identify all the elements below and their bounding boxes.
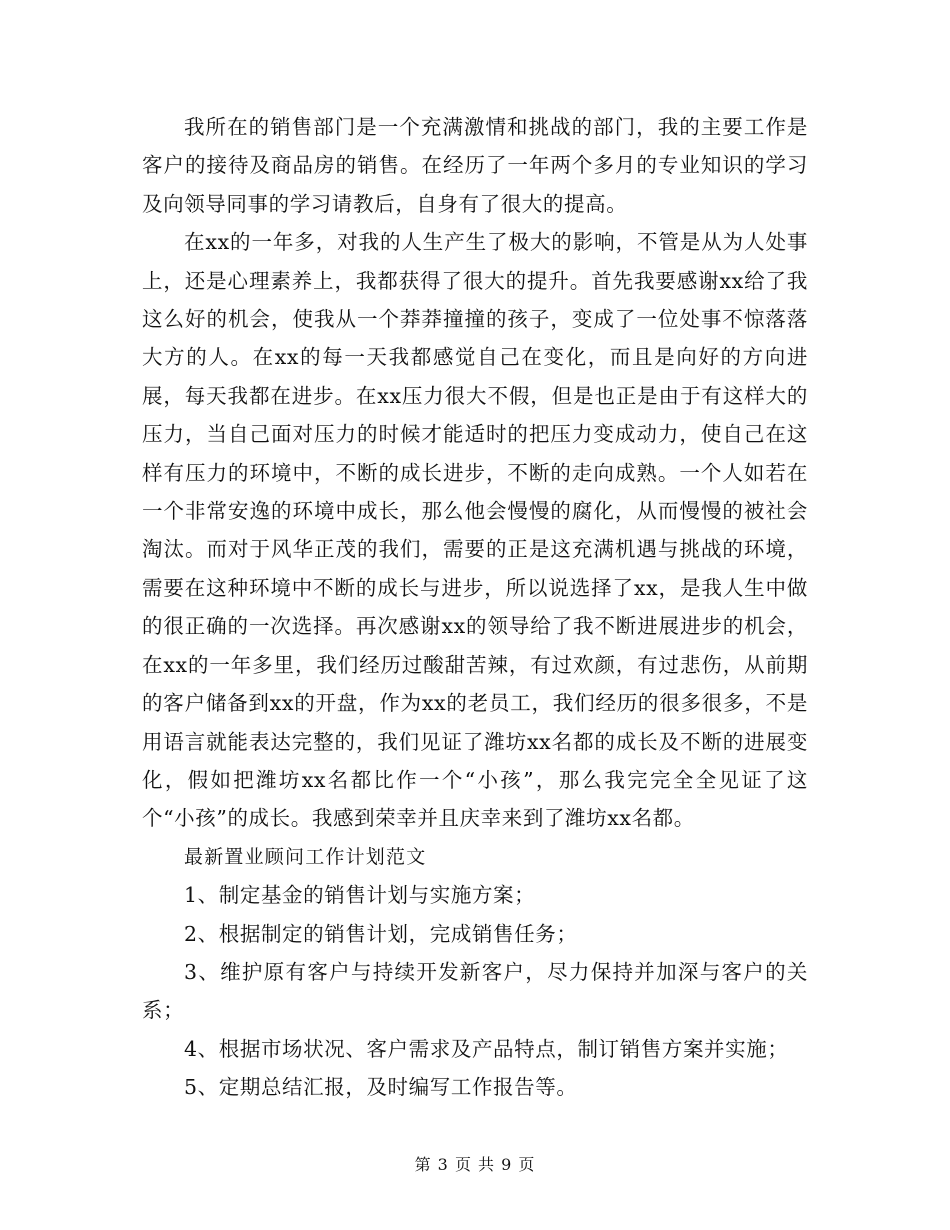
plan-item-3: 3、维护原有客户与持续开发新客户，尽力保持并加深与客户的关系； — [142, 959, 808, 1023]
plan-item-4: 4、根据市场状况、客户需求及产品特点，制订销售方案并实施； — [184, 1036, 789, 1061]
paragraph-sales-department: 我所在的销售部门是一个充满激情和挑战的部门，我的主要工作是客户的接待及商品房的销售。在经历了一年两个多月的专业知识的学习及向领导同事的学习请教后，自身有了很大的提高。 — [142, 115, 808, 216]
plan-item-2: 2、根据制定的销售计划，完成销售任务； — [184, 921, 578, 946]
plan-item-5: 5、定期总结汇报，及时编写工作报告等。 — [184, 1075, 578, 1100]
plan-title: 最新置业顾问工作计划范文 — [184, 845, 427, 868]
paragraph-experience: 在xx的一年多，对我的人生产生了极大的影响，不管是从为人处事上，还是心理素养上，我都获得了很大的提升。首先我要感谢xx给了我这么好的机会，使我从一个莽莽撞撞的孩子，变成了一位处事不惊落落大方的人。在xx的每一天我都感觉自己在变化，而且是向好的方向进展，每天我都在进步。在xx压力很大不假，但是也正是由于有这样大的压力，当自己面对压力的时候才能适时的把压力变成动力，使自己在这样有压力的环境中，不断的成长进步，不断的走向成熟。一个人如若在一个非常安逸的环境中成长，那么他会慢慢的腐化，从而慢慢的被社会淘汰。而对于风华正茂的我们，需要的正是这充满机遇与挑战的环境，需要在这种环境中不断的成长与进步，所以说选择了xx，是我人生中做的很正确的一次选择。再次感谢xx的领导给了我不断进展进步的机会，在xx的一年多里，我们经历过酸甜苦辣，有过欢颜，有过悲伤，从前期的客户储备到xx的开盘，作为xx的老员工，我们经历的很多很多，不是用语言就能表达完整的，我们见证了潍坊xx名都的成长及不断的进展变化，假如把潍坊xx名都比作一个“小孩”，那么我完完全全见证了这个“小孩”的成长。我感到荣幸并且庆幸来到了潍坊xx名都。 — [142, 230, 808, 831]
document-body — [142, 108, 808, 1107]
plan-item-1: 1、制定基金的销售计划与实施方案； — [184, 883, 536, 908]
page-number-footer: 第 3 页 共 9 页 — [414, 1155, 536, 1174]
